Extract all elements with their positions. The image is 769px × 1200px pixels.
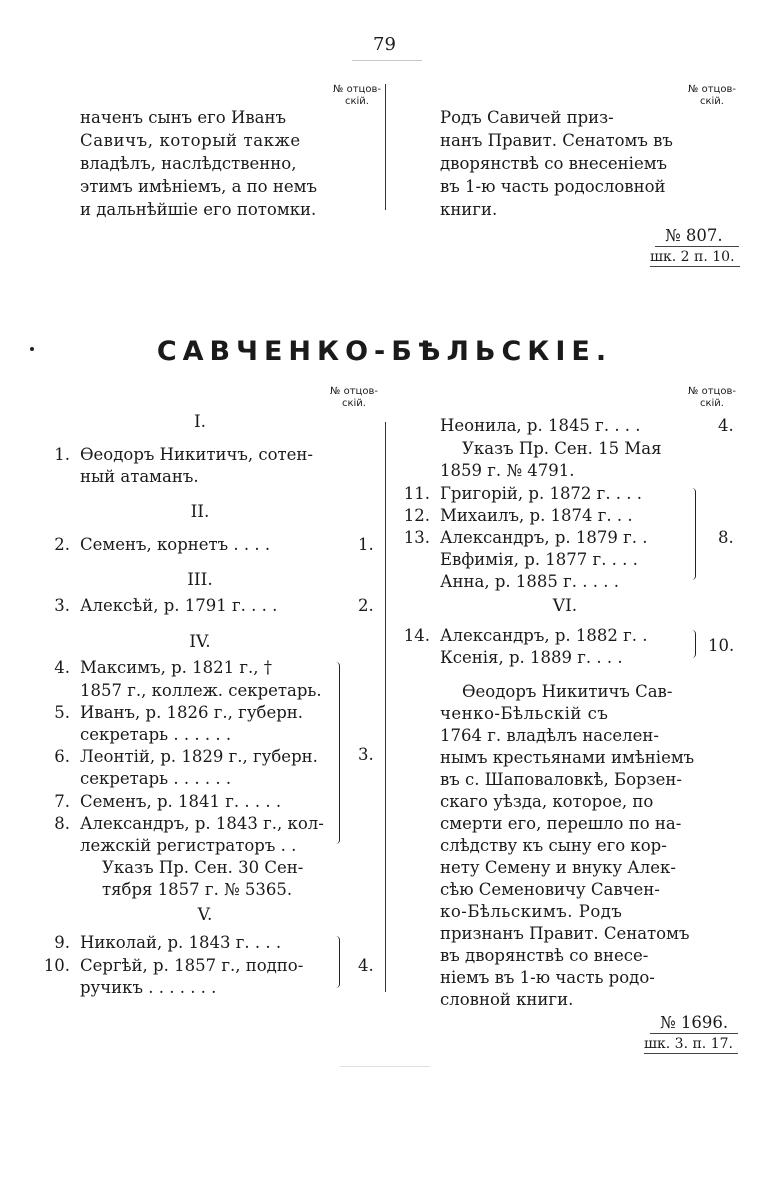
text-line: наченъ сынъ его Иванъ	[80, 108, 286, 127]
paragraph-line: нету Семену и внуку Алек-	[440, 858, 676, 877]
paragraph-line: слѣдству къ сыну его кор-	[440, 836, 667, 855]
entry-text: Алексѣй, р. 1791 г. . . .	[80, 596, 278, 615]
paragraph-line: словной книги.	[440, 990, 574, 1009]
entry-number: 11.	[403, 484, 430, 503]
group-brace	[334, 936, 340, 988]
entry-ref: 8.	[718, 528, 734, 547]
entry-number: 12.	[403, 506, 430, 525]
shelf-rule	[650, 266, 740, 267]
entry-number: 1.	[54, 445, 70, 464]
paragraph-line: признанъ Правит. Сенатомъ	[440, 924, 690, 943]
entry-text: Максимъ, р. 1821 г., †	[80, 658, 273, 677]
group-brace	[334, 662, 340, 844]
record-rule	[655, 246, 739, 247]
entry-ref: 3.	[358, 745, 374, 764]
entry-text: Иванъ, р. 1826 г., губерн.	[80, 703, 304, 722]
bottom-rule	[340, 1066, 430, 1067]
text-line: владѣлъ, наслѣдственно,	[80, 154, 297, 173]
entry-number: 2.	[54, 535, 70, 554]
top-left-column-header: № отцов- скій.	[333, 84, 381, 107]
group-brace	[690, 630, 696, 658]
paragraph-line: ніемъ въ 1-ю часть родо-	[440, 968, 655, 987]
text-line: книги.	[440, 200, 498, 219]
entry-text: Александръ, р. 1843 г., кол-	[80, 814, 324, 833]
top-record-number: № 807.	[665, 226, 723, 245]
entry-text: Неонила, р. 1845 г. . . .	[440, 416, 641, 435]
paragraph-line: сѣю Семеновичу Савчен-	[440, 880, 660, 899]
paragraph-line: въ с. Шаповаловкѣ, Борзен-	[440, 770, 682, 789]
entry-text: Семенъ, р. 1841 г. . . . .	[80, 792, 282, 811]
entry-text: Григорій, р. 1872 г. . . .	[440, 484, 643, 503]
paragraph-line: ченко-Бѣльскій съ	[440, 704, 609, 723]
record-rule	[650, 1033, 738, 1034]
entry-ref: 1.	[358, 535, 374, 554]
text-line: Савичъ, который также	[80, 131, 301, 150]
entry-ref: 4.	[718, 416, 734, 435]
right-column-header: № отцов- скій.	[688, 386, 736, 409]
generation-heading-1: I.	[193, 412, 207, 432]
entry-text: секретарь . . . . . .	[80, 725, 232, 744]
entry-text: Ѳеодоръ Никитичъ, сотен-	[80, 445, 313, 464]
paragraph-line: нымъ крестьянами имѣніемъ	[440, 748, 695, 767]
ukaz-text: тября 1857 г. № 5365.	[102, 880, 293, 899]
left-column-rule	[385, 422, 386, 992]
top-right-column-header: № отцов- скій.	[688, 84, 736, 107]
entry-ref: 10.	[708, 636, 735, 655]
paragraph-line: Ѳеодоръ Никитичъ Сав-	[462, 682, 673, 701]
entry-number: 8.	[54, 814, 70, 833]
entry-number: 4.	[54, 658, 70, 677]
group-brace	[690, 488, 696, 580]
entry-text: Сергѣй, р. 1857 г., подпо-	[80, 956, 304, 975]
ukaz-text: Указъ Пр. Сен. 15 Мая	[462, 439, 662, 458]
text-line: Родъ Савичей приз-	[440, 108, 614, 127]
generation-heading-6: VI.	[552, 596, 578, 616]
entry-number: 6.	[54, 747, 70, 766]
generation-heading-5: V.	[197, 905, 213, 925]
entry-ref: 2.	[358, 596, 374, 615]
text-line: этимъ имѣніемъ, а по немъ	[80, 177, 317, 196]
entry-text: ный атаманъ.	[80, 467, 199, 486]
entry-text: 1857 г., коллеж. секретарь.	[80, 681, 322, 700]
entry-text: Николай, р. 1843 г. . . .	[80, 933, 282, 952]
bottom-shelf-mark: шк. 3. п. 17.	[644, 1036, 733, 1052]
paragraph-line: 1764 г. владѣлъ населен-	[440, 726, 659, 745]
entry-number: 5.	[54, 703, 70, 722]
top-left-column-rule	[385, 84, 386, 210]
text-line: въ 1-ю часть родословной	[440, 177, 666, 196]
left-column-header: № отцов- скій.	[330, 386, 378, 409]
generation-heading-2: II.	[190, 502, 210, 522]
paragraph-line: скаго уѣзда, которое, по	[440, 792, 654, 811]
ukaz-text: Указъ Пр. Сен. 30 Сен-	[102, 858, 304, 877]
ukaz-text: 1859 г. № 4791.	[440, 461, 575, 480]
generation-heading-4: IV.	[189, 632, 211, 652]
entry-text: Александръ, р. 1879 г. .	[440, 528, 648, 547]
shelf-rule	[644, 1053, 738, 1054]
paragraph-line: смерти его, перешло по на-	[440, 814, 682, 833]
text-line: дворянствѣ со внесеніемъ	[440, 154, 668, 173]
paragraph-line: ко-Бѣльскимъ. Родъ	[440, 902, 623, 921]
entry-number: 3.	[54, 596, 70, 615]
entry-text: Евфимія, р. 1877 г. . . .	[440, 550, 638, 569]
entry-number: 13.	[403, 528, 430, 547]
entry-number: 10.	[43, 956, 70, 975]
entry-number: 14.	[403, 626, 430, 645]
entry-text: Александръ, р. 1882 г. .	[440, 626, 648, 645]
bottom-record-number: № 1696.	[660, 1013, 729, 1032]
paragraph-line: въ дворянствѣ со внесе-	[440, 946, 649, 965]
entry-ref: 4.	[358, 956, 374, 975]
top-shelf-mark: шк. 2 п. 10.	[650, 249, 735, 265]
text-line: нанъ Правит. Сенатомъ въ	[440, 131, 673, 150]
family-title: САВЧЕНКО-БѢЛЬСКІЕ.	[156, 336, 613, 367]
entry-text: ручикъ . . . . . . .	[80, 978, 217, 997]
entry-text: Семенъ, корнетъ . . . .	[80, 535, 271, 554]
entry-text: Анна, р. 1885 г. . . . .	[440, 572, 619, 591]
entry-text: секретарь . . . . . .	[80, 769, 232, 788]
page-number: 79	[373, 34, 396, 55]
entry-text: Леонтій, р. 1829 г., губерн.	[80, 747, 318, 766]
text-line: и дальнѣйшіе его потомки.	[80, 200, 317, 219]
entry-number: 7.	[54, 792, 70, 811]
entry-number: 9.	[54, 933, 70, 952]
entry-text: Михаилъ, р. 1874 г. . .	[440, 506, 633, 525]
page-number-rule	[352, 60, 422, 61]
entry-text: лежскій регистраторъ . .	[80, 836, 297, 855]
generation-heading-3: III.	[187, 570, 213, 590]
entry-text: Ксенія, р. 1889 г. . . .	[440, 648, 623, 667]
